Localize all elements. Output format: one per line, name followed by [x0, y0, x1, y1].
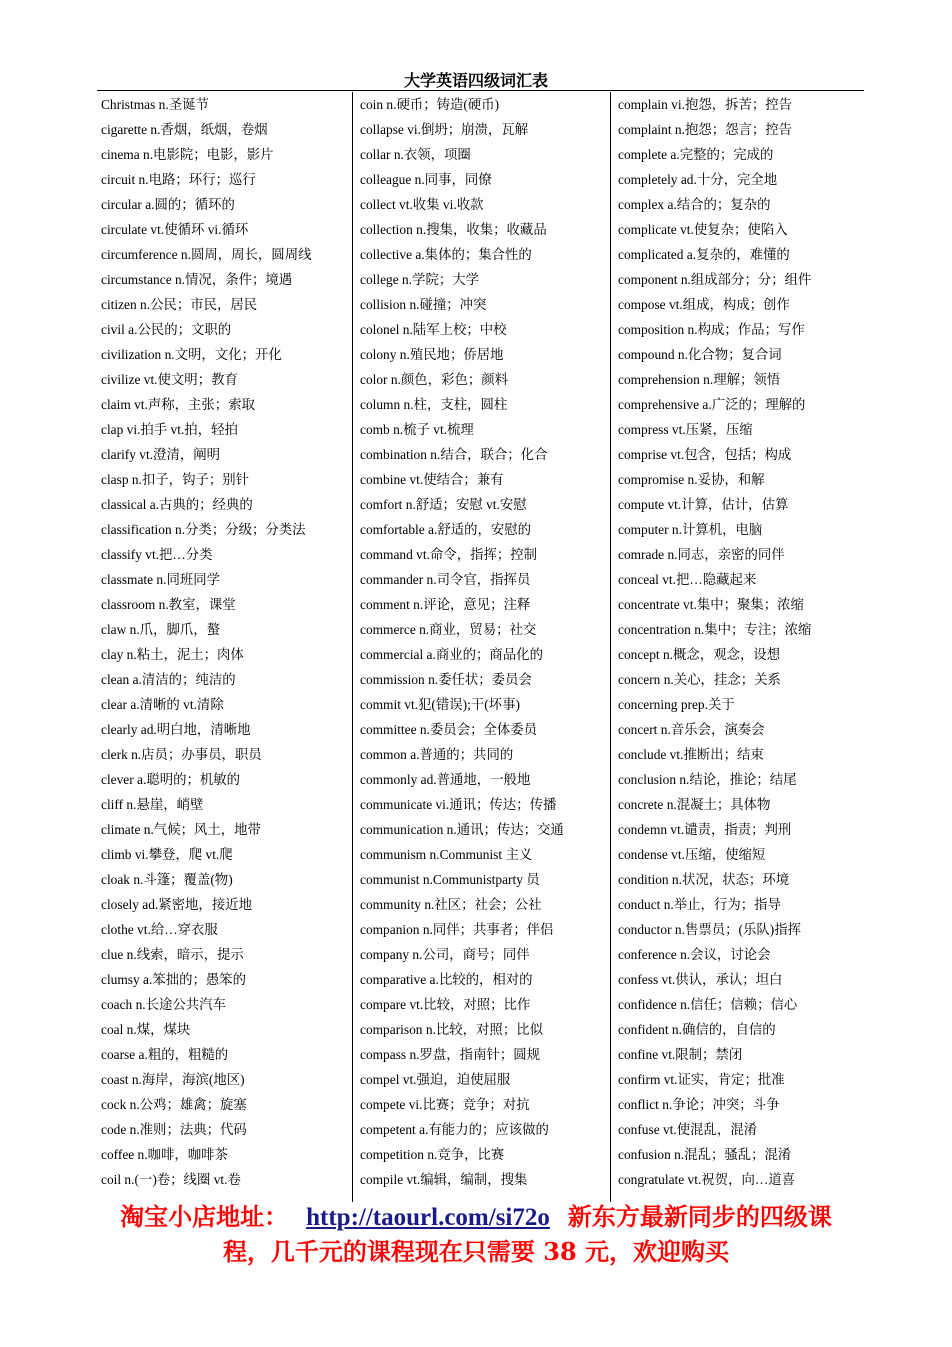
vocab-entry: cinema n.电影院；电影，影片: [101, 147, 274, 162]
vocab-entry: concrete n.混凝土；具体物: [618, 797, 771, 812]
vocab-entry: conductor n.售票员；(乐队)指挥: [618, 922, 801, 937]
vocab-entry: compress vt.压紧，压缩: [618, 422, 753, 437]
vocab-entry: climate n.气候；风土，地带: [101, 822, 261, 837]
vocab-entry: confuse vt.使混乱，混淆: [618, 1122, 758, 1137]
vocab-entry: circulate vt.使循环 vi.循环: [101, 222, 249, 237]
vocab-entry: coarse a.粗的，粗糙的: [101, 1047, 229, 1062]
vocab-entry: concentration n.集中；专注；浓缩: [618, 622, 812, 637]
vocab-entry: comfort n.舒适；安慰 vt.安慰: [360, 497, 527, 512]
vocab-entry: climb vi.攀登，爬 vt.爬: [101, 847, 233, 862]
vocab-entry: compute vt.计算，估计，估算: [618, 497, 789, 512]
promo-line-1: [0, 1200, 952, 1235]
vocab-entry: companion n.同伴；共事者；伴侣: [360, 922, 554, 937]
vocab-entry: conceal vt.把…隐藏起来: [618, 572, 757, 587]
vocab-entry: clean a.清洁的；纯洁的: [101, 672, 236, 687]
vocab-entry: complex a.结合的；复杂的: [618, 197, 771, 212]
vocab-entry: clue n.线索，暗示，提示: [101, 947, 244, 962]
vocab-entry: conference n.会议，讨论会: [618, 947, 771, 962]
vocab-entry: computer n.计算机，电脑: [618, 522, 763, 537]
vocab-entry: clearly ad.明白地，清晰地: [101, 722, 251, 737]
vocab-entry: civil a.公民的；文职的: [101, 322, 232, 337]
vocab-entry: committee n.委员会；全体委员: [360, 722, 538, 737]
vocab-entry: conclude vt.推断出；结束: [618, 747, 764, 762]
vocab-column-3: [610, 92, 865, 1202]
vocab-entry: comprise vt.包含，包括；构成: [618, 447, 792, 462]
vocab-entry: confident n.确信的，自信的: [618, 1022, 776, 1037]
vocab-entry: circuit n.电路；环行；巡行: [101, 172, 256, 187]
shop-link[interactable]: http://taourl.com/si72o: [306, 1204, 550, 1231]
vocab-entry: coach n.长途公共汽车: [101, 997, 226, 1012]
vocab-entry: complicate vt.使复杂；使陷入: [618, 222, 788, 237]
vocab-entry: compel vt.强迫，迫使屈服: [360, 1072, 511, 1087]
vocab-entry: confine vt.限制；禁闭: [618, 1047, 743, 1062]
vocab-entry: clay n.粘土，泥土；肉体: [101, 647, 244, 662]
vocab-entry: comment n.评论，意见；注释: [360, 597, 531, 612]
vocab-entry: comprehensive a.广泛的；理解的: [618, 397, 806, 412]
vocab-entry: collective a.集体的；集合性的: [360, 247, 532, 262]
vocab-entry: complicated a.复杂的，难懂的: [618, 247, 790, 262]
vocab-entry: clap vi.拍手 vt.拍，轻拍: [101, 422, 238, 437]
vocab-entry: circular a.圆的；循环的: [101, 197, 235, 212]
vocab-entry: colony n.殖民地；侨居地: [360, 347, 504, 362]
vocab-entry: complaint n.抱怨；怨言；控告: [618, 122, 793, 137]
vocab-entry: clothe vt.给…穿衣服: [101, 922, 218, 937]
vocab-entry: communism n.Communist 主义: [360, 847, 533, 862]
vocab-entry: commonly ad.普通地，一般地: [360, 772, 531, 787]
vocab-entry: conclusion n.结论，推论；结尾: [618, 772, 797, 787]
vocab-entry: cloak n.斗篷；覆盖(物): [101, 872, 233, 887]
vocab-entry: cock n.公鸡；雄禽；旋塞: [101, 1097, 247, 1112]
page-title: 大学英语四级词汇表: [403, 71, 548, 90]
vocab-entry: coil n.(一)卷；线圈 vt.卷: [101, 1172, 241, 1187]
vocab-entry: communication n.通讯；传达；交通: [360, 822, 564, 837]
vocab-entry: commit vt.犯(错误);干(坏事): [360, 697, 520, 712]
vocab-entry: combination n.结合，联合；化合: [360, 447, 548, 462]
vocab-entry: complete a.完整的；完成的: [618, 147, 774, 162]
vocab-entry: compile vt.编辑，编制，搜集: [360, 1172, 528, 1187]
vocab-entry: circumference n.圆周，周长，圆周线: [101, 247, 312, 262]
vocab-entry: comparison n.比较，对照；比似: [360, 1022, 543, 1037]
vocab-entry: compare vt.比较，对照；比作: [360, 997, 531, 1012]
vocab-entry: classroom n.教室，课堂: [101, 597, 236, 612]
vocab-entry: compose vt.组成，构成；创作: [618, 297, 790, 312]
vocab-entry: condition n.状况，状态；环境: [618, 872, 790, 887]
vocab-entry: complain vi.抱怨，拆苦；控告: [618, 97, 793, 112]
title-rule: [97, 90, 864, 91]
vocab-entry: column n.柱，支柱，圆柱: [360, 397, 508, 412]
vocab-entry: color n.颜色，彩色；颜料: [360, 372, 509, 387]
vocab-entry: comrade n.同志，亲密的同伴: [618, 547, 785, 562]
vocab-entry: colleague n.同事，同僚: [360, 172, 492, 187]
promo-prefix: 淘宝小店地址：: [120, 1202, 289, 1231]
promo-suffix: 新东方最新同步的四级课: [567, 1202, 832, 1231]
vocab-entry: commander n.司令官，指挥员: [360, 572, 531, 587]
vocab-entry: concerning prep.关于: [618, 697, 735, 712]
vocab-entry: coast n.海岸，海滨(地区): [101, 1072, 245, 1087]
vocab-entry: collision n.碰撞；冲突: [360, 297, 487, 312]
vocab-entry: comb n.梳子 vt.梳理: [360, 422, 474, 437]
vocab-entry: concentrate vt.集中；聚集；浓缩: [618, 597, 804, 612]
vocab-entry: clumsy a.笨拙的；愚笨的: [101, 972, 247, 987]
vocab-entry: communicate vi.通讯；传达；传播: [360, 797, 557, 812]
vocab-entry: compete vi.比赛；竞争；对抗: [360, 1097, 530, 1112]
vocab-entry: collection n.搜集，收集；收藏品: [360, 222, 547, 237]
vocab-entry: conduct n.举止，行为；指导: [618, 897, 781, 912]
vocab-entry: concern n.关心，挂念；关系: [618, 672, 781, 687]
vocab-entry: congratulate vt.祝贺，向…道喜: [618, 1172, 796, 1187]
vocab-entry: comparative a.比较的，相对的: [360, 972, 533, 987]
vocab-entry: confess vt.供认，承认；坦白: [618, 972, 783, 987]
vocab-entry: claim vt.声称，主张；索取: [101, 397, 255, 412]
vocab-entry: clerk n.店员；办事员，职员: [101, 747, 262, 762]
vocab-entry: comfortable a.舒适的，安慰的: [360, 522, 532, 537]
vocab-entry: clasp n.扣子，钩子；别针: [101, 472, 250, 487]
vocab-entry: compound n.化合物；复合词: [618, 347, 782, 362]
vocab-entry: classical a.古典的；经典的: [101, 497, 253, 512]
vocab-entry: code n.准则；法典；代码: [101, 1122, 247, 1137]
vocab-entry: coffee n.咖啡，咖啡茶: [101, 1147, 228, 1162]
vocab-entry: clarify vt.澄清，阐明: [101, 447, 221, 462]
vocab-column-2: [352, 92, 611, 1202]
vocab-entry: conflict n.争论；冲突；斗争: [618, 1097, 780, 1112]
vocab-entry: cigarette n.香烟，纸烟，卷烟: [101, 122, 268, 137]
vocab-entry: colonel n.陆军上校；中校: [360, 322, 507, 337]
vocab-entry: command vt.命令，指挥；控制: [360, 547, 538, 562]
vocab-entry: commerce n.商业，贸易；社交: [360, 622, 537, 637]
vocab-entry: confidence n.信任；信赖；信心: [618, 997, 798, 1012]
vocab-entry: circumstance n.情况，条件；境遇: [101, 272, 293, 287]
vocab-entry: commercial a.商业的；商品化的: [360, 647, 543, 662]
vocab-column-1: [97, 92, 352, 1202]
vocab-entry: closely ad.紧密地，接近地: [101, 897, 252, 912]
vocab-entry: competition n.竞争，比赛: [360, 1147, 505, 1162]
vocab-entry: clever a.聪明的；机敏的: [101, 772, 241, 787]
vocab-entry: classmate n.同班同学: [101, 572, 221, 587]
vocab-entry: combine vt.使结合；兼有: [360, 472, 504, 487]
vocab-entry: collar n.衣领，项圈: [360, 147, 471, 162]
vocab-entry: Christmas n.圣诞节: [101, 97, 209, 112]
vocab-entry: coin n.硬币；铸造(硬币): [360, 97, 500, 112]
vocab-entry: claw n.爪，脚爪，螯: [101, 622, 221, 637]
vocab-entry: college n.学院；大学: [360, 272, 480, 287]
vocab-entry: collapse vi.倒坍；崩溃，瓦解: [360, 122, 529, 137]
vocab-entry: competent a.有能力的；应该做的: [360, 1122, 549, 1137]
vocab-entry: clear a.清晰的 vt.清除: [101, 697, 224, 712]
vocab-entry: classification n.分类；分级；分类法: [101, 522, 306, 537]
promo-line-2: 程，几千元的课程现在只需要 38 元，欢迎购买: [222, 1237, 730, 1266]
vocab-entry: component n.组成部分；分；组件: [618, 272, 812, 287]
vocab-entry: confusion n.混乱；骚乱；混淆: [618, 1147, 792, 1162]
vocab-entry: completely ad.十分，完全地: [618, 172, 778, 187]
vocab-entry: compromise n.妥协，和解: [618, 472, 765, 487]
vocab-entry: concert n.音乐会，演奏会: [618, 722, 765, 737]
promo-banner: [0, 1200, 952, 1269]
vocab-entry: condemn vt.谴责，指责；判刑: [618, 822, 792, 837]
vocab-entry: coal n.煤，煤块: [101, 1022, 191, 1037]
vocab-entry: civilization n.文明，文化；开化: [101, 347, 282, 362]
vocab-entry: citizen n.公民；市民，居民: [101, 297, 258, 312]
vocab-entry: comprehension n.理解；领悟: [618, 372, 781, 387]
vocab-entry: company n.公司，商号；同伴: [360, 947, 530, 962]
vocab-entry: common a.普通的；共同的: [360, 747, 514, 762]
vocab-entry: condense vt.压缩，使缩短: [618, 847, 766, 862]
vocab-entry: community n.社区；社会；公社: [360, 897, 542, 912]
vocab-entry: confirm vt.证实，肯定；批准: [618, 1072, 785, 1087]
vocab-entry: composition n.构成；作品；写作: [618, 322, 805, 337]
vocab-entry: communist n.Communistparty 员: [360, 872, 540, 887]
vocab-entry: classify vt.把…分类: [101, 547, 213, 562]
vocab-entry: collect vt.收集 vi.收款: [360, 197, 484, 212]
vocab-entry: commission n.委任状；委员会: [360, 672, 532, 687]
vocab-entry: compass n.罗盘，指南针；圆规: [360, 1047, 541, 1062]
vocab-entry: cliff n.悬崖，峭壁: [101, 797, 204, 812]
vocab-entry: civilize vt.使文明；教育: [101, 372, 238, 387]
vocab-entry: concept n.概念，观念，设想: [618, 647, 781, 662]
